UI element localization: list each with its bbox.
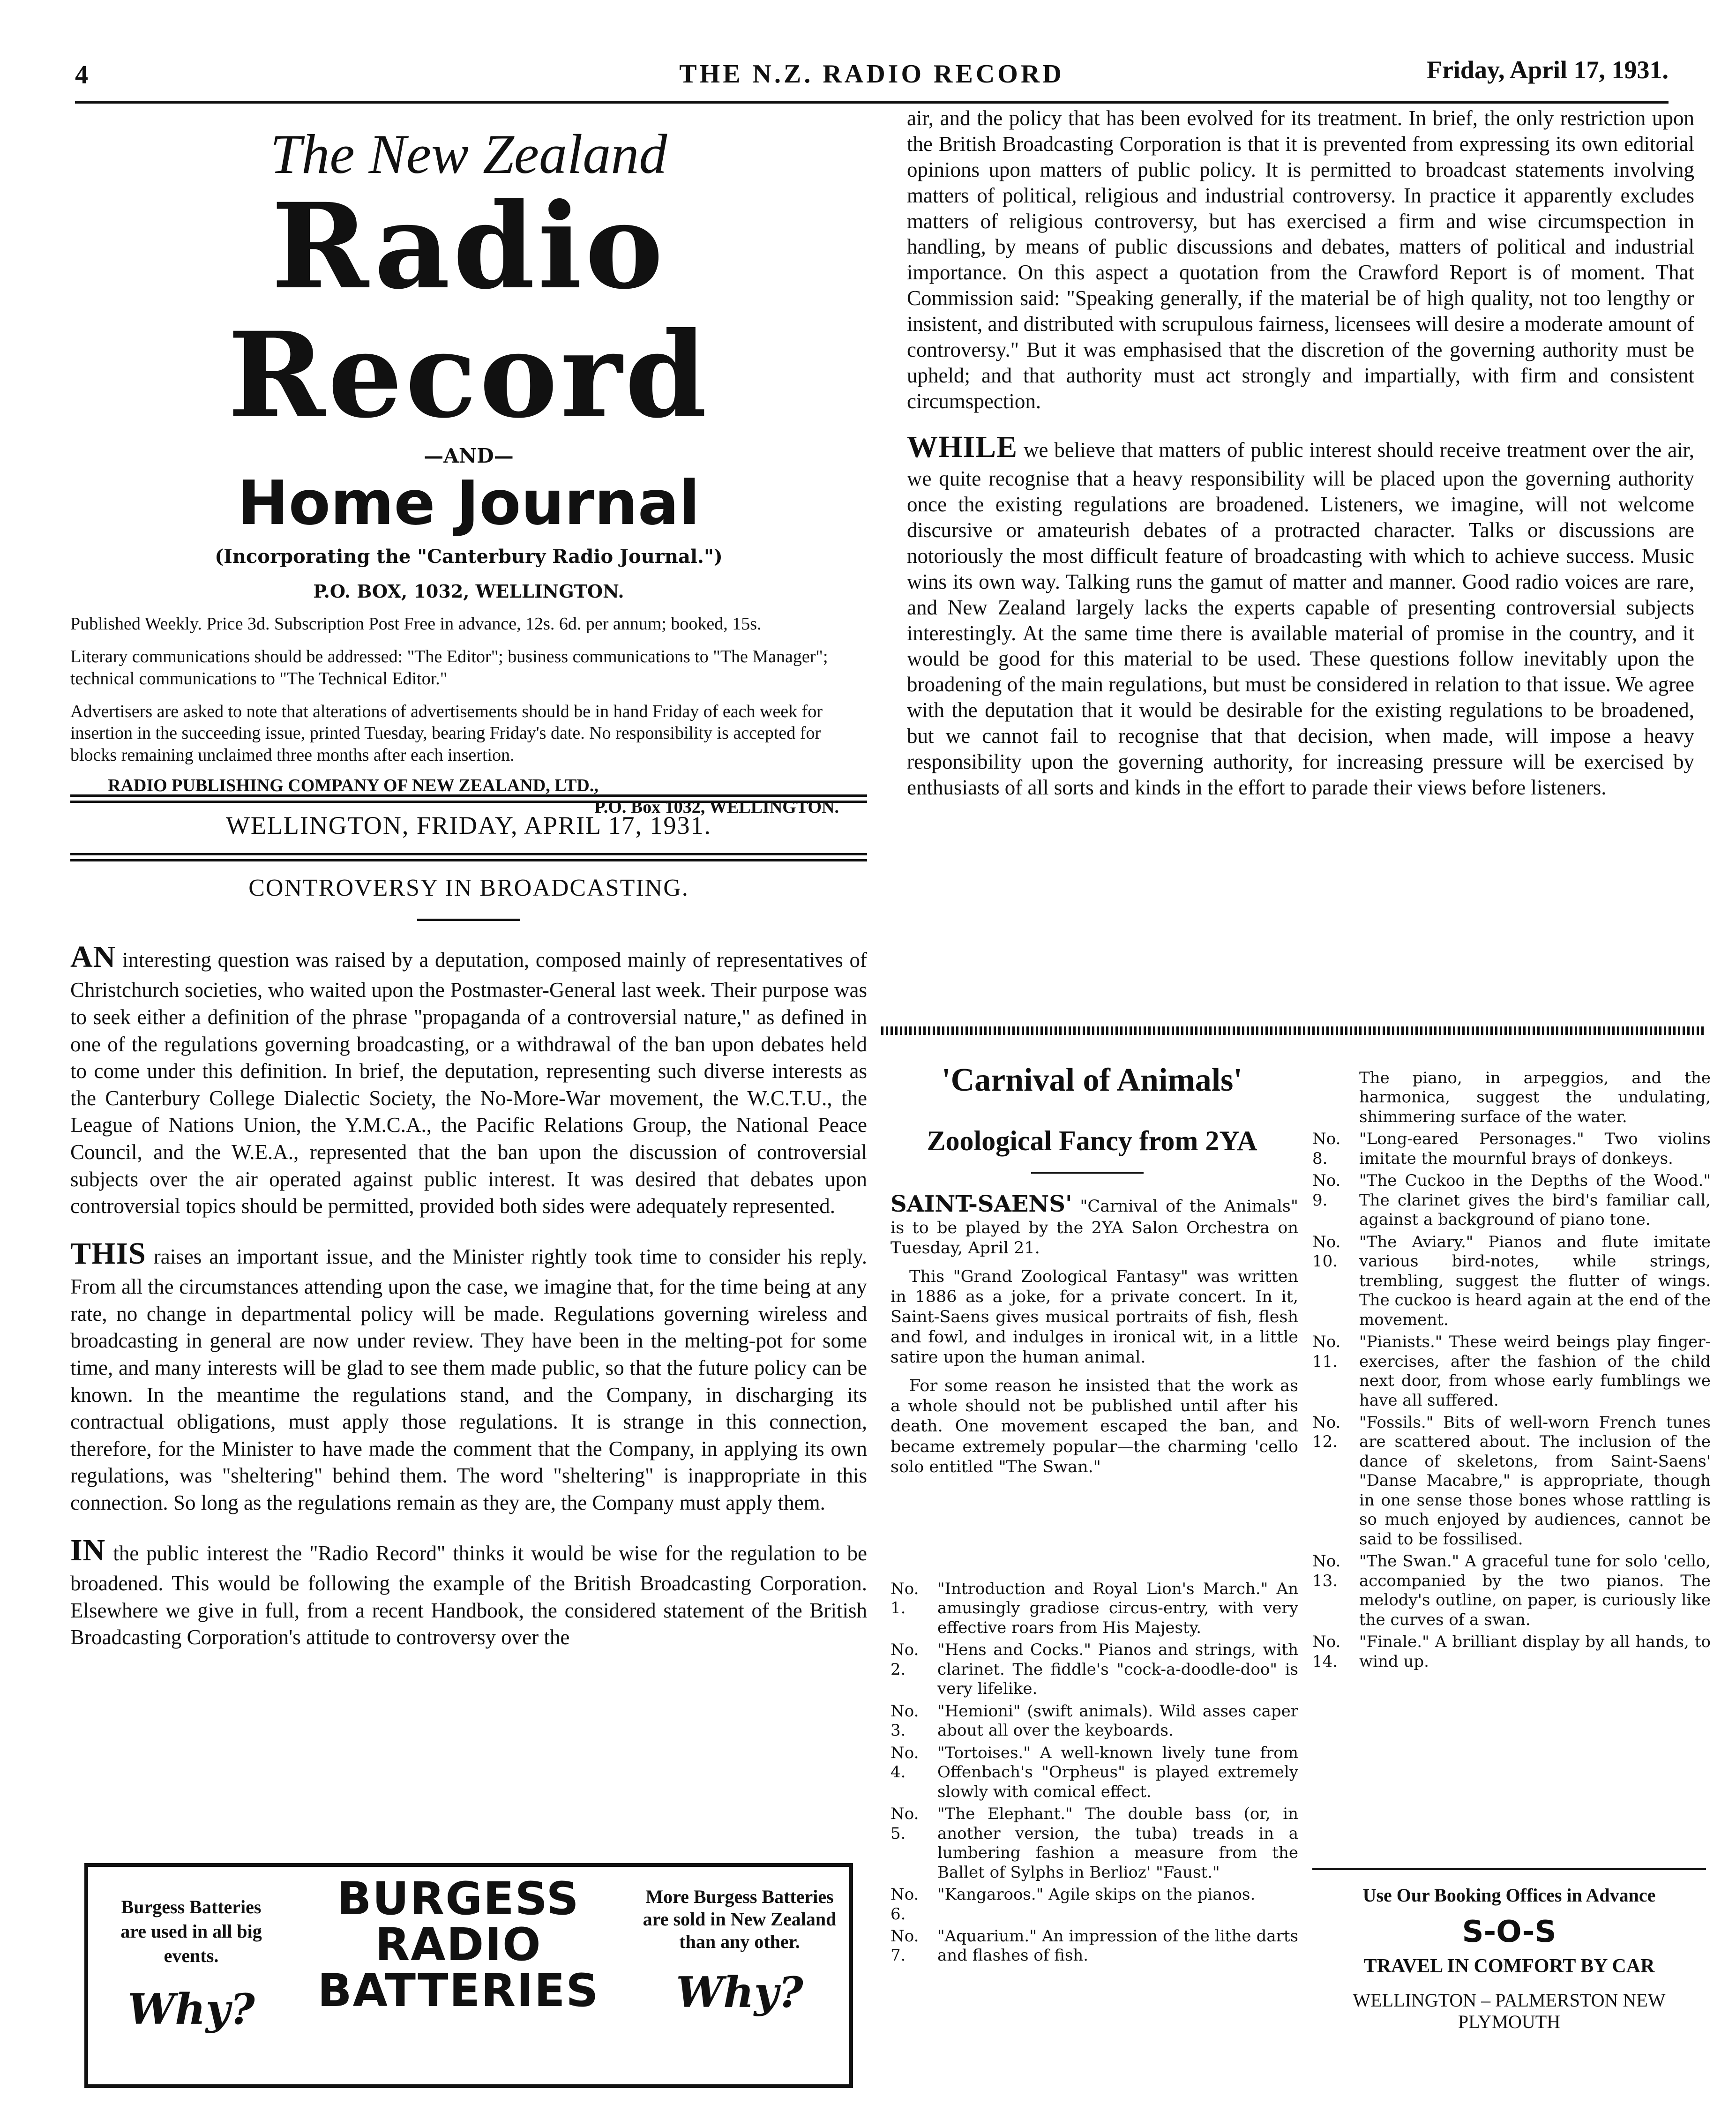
carnival-title: 'Carnival of Animals' [942,1062,1242,1098]
burgess-brand-line-3: BATTERIES [317,1964,599,2017]
carnival-rule [1031,1172,1144,1174]
masthead-radio-record: Radio Record [227,177,710,444]
issue-date: Friday, April 17, 1931. [1426,56,1669,84]
carnival-intro [890,1191,1298,1486]
section-divider [881,1026,1706,1035]
movement-item: No. 13. "The Swan." A graceful tune for solo 'cello, accompanied by the two pianos. The melody's outline, on paper, is curiously like the curves of a swan. [1312,1552,1711,1629]
movement-item: No. 4. "Tortoises." A well-known lively tune from Offenbach's "Orpheus" is played extremely slowly with comical effect. [890,1743,1298,1801]
carnival-paragraph: This "Grand Zoological Fantasy" was written in 1886 as a joke, for a private concert. In it, Saint-Saens gives musical portraits of fish, flesh and fowl, and indulges in ironical wit, in a little satire upon the human animal. [890,1267,1298,1367]
lead-word: SAINT-SAENS' [890,1191,1072,1217]
movement-item: No. 7. "Aquarium." An impression of the lithe darts and flashes of fish. [890,1926,1298,1965]
header-rule [75,101,1669,104]
publisher-line-1: RADIO PUBLISHING COMPANY OF NEW ZEALAND, LTD., [108,776,599,796]
sos-ad-rule [1312,1868,1706,1870]
burgess-brand-line-2: RADIO [375,1918,542,1971]
burgess-left-panel [107,1895,276,2037]
burgess-right-text: More Burgess Batteries are sold in New Zealand than any other. [643,1886,837,1952]
masthead [70,122,867,818]
sos-routes: WELLINGTON – PALMERSTON NEW PLYMOUTH [1353,1990,1666,2033]
masthead-rule [70,794,867,803]
carnival-subtitle: Zoological Fancy from 2YA [927,1125,1257,1156]
editorial-paragraph: AN interesting question was raised by a deputation, composed mainly of representatives of Christchurch societies, who waited upon the Postmaster-General last week. Their purpose was to seek either a definition of the phrase "propaganda of a controversial nature," as defined in one of the regulations governing broadcasting, or a withdrawal of the ban upon debates held to come under this definition. In brief, the deputation, representing such diverse interests as the Canterbury College Dialectic Society, the No-More-War movement, the W.C.T.U., the League of Nations Union, the Y.M.C.A., the Pacific Relations Group, the National Peace Council, and the W.E.A., represented that the ban upon the discussion of controversial subjects over the air operated against public interest. It was desired that debates upon controversial topics should be permitted, provided both sides were adequately represented. [70,940,867,1218]
page-number: 4 [75,60,88,90]
movement-item: No. 6. "Kangaroos." Agile skips on the pianos. [890,1885,1256,1924]
editorial-left-column [70,937,867,1665]
sos-advertisement [1312,1875,1706,2033]
masthead-home-journal: Home Journal [237,467,700,539]
sos-tagline: Use Our Booking Offices in Advance [1362,1885,1656,1906]
masthead-literary: Literary communications should be addressed: "The Editor"; business communications to "The Manager"; technical communications to "The Technical Editor." [70,647,828,689]
movement-continuation: The piano, in arpeggios, and the harmonica, suggest the undulating, shimmering surface of the water. [1359,1069,1711,1126]
running-head [75,55,1669,97]
masthead-po-box: P.O. BOX, 1032, WELLINGTON. [313,581,624,602]
movement-item: No. 3. "Hemioni" (swift animals). Wild asses caper about all over the keyboards. [890,1701,1298,1740]
burgess-left-text: Burgess Batteries are used in all big events. [120,1896,262,1966]
movement-item: No. 5. "The Elephant." The double bass (or, in another version, the tuba) treads in a lumbering fashion a measure from the Ballet of Sylphs in Berlioz' "Faust." [890,1805,1298,1882]
masthead-and: —AND— [424,444,514,467]
burgess-left-why: Why? [127,1984,255,2034]
movement-item: No. 10. "The Aviary." Pianos and flute imitate various bird-notes, while strings, trembling, suggest the flutter of wings. The cuckoo is heard again at the end of the movement. [1312,1232,1711,1329]
burgess-right-panel [641,1886,838,2018]
editorial-paragraph: air, and the policy that has been evolved for its treatment. In brief, the only restriction upon the British Broadcasting Corporation is that it is prevented from expressing its own editorial opinions upon matters of public policy. It is permitted to broadcast statements involving matters of political, religious and industrial controversy. In practice it apparently excludes matters of religious controversy, but has exercised a firm and wise circumspection in handling, by means of public discussions and debates, matters of political and industrial importance. On this aspect a quotation from the Crawford Report is of moment. That Commission said: "Speaking generally, if the material be of high quality, not too lengthy or insistent, and distributed with scrupulous fairness, licensees will desire a moderate amount of controversy." But it was emphasised that the discretion of the governing authority must be upheld; and that authority must act strongly and impartially, with firm and consistent circumspection. [907,106,1694,413]
editorial-title: CONTROVERSY IN BROADCASTING. [248,875,689,901]
drop-cap: WHILE [907,429,1018,464]
masthead-incorporating: (Incorporating the "Canterbury Radio Journal.") [215,546,723,568]
masthead-advertisers: Advertisers are asked to note that alterations of advertisements should be in hand Friday of each week for insertion in the succeeding issue, printed Tuesday, bearing Friday's date. No responsibility is accepted for blocks remaining unclaimed three months after each insertion. [70,702,823,765]
movement-item: No. 14. "Finale." A brilliant display by all hands, to wind up. [1312,1632,1711,1671]
movement-item: No. 12. "Fossils." Bits of well-worn French tunes are scattered about. The inclusion of the dance of skeletons, from Saint-Saens' "Danse Macabre," is appropriate, though in one sense those bones whose rattling is so much enjoyed by audiences, cannot be said to be fossilised. [1312,1413,1711,1549]
drop-cap: IN [70,1533,106,1567]
movement-item: No. 8. "Long-eared Personages." Two violins imitate the mournful brays of donkeys. [1312,1130,1711,1168]
burgess-brand-line-1: BURGESS [337,1872,580,1925]
publisher-line-2: P.O. Box 1032, WELLINGTON. [594,797,839,817]
movement-item: No. 11. "Pianists." These weird beings play finger-exercises, after the fashion of the child next door, from whose early fumblings we have all suffered. [1312,1333,1711,1410]
drop-cap: AN [70,940,116,974]
sos-brand: S-O-S [1462,1915,1556,1949]
carnival-paragraph: For some reason he insisted that the work as a whole should not be published until after his death. One movement escaped the ban, and became extremely popular—the charming 'cello solo entitled "The Swan." [890,1377,1298,1476]
burgess-right-why: Why? [676,1968,803,2017]
masthead-the-new-zealand: The New Zealand [270,123,667,185]
title-rule [417,919,520,921]
movement-item: No. 1. "Introduction and Royal Lion's March." An amusingly gradiose circus-entry, with very effective roars from His Majesty. [890,1580,1298,1637]
dateline: WELLINGTON, FRIDAY, APRIL 17, 1931. [225,811,712,839]
editorial-paragraph: IN the public interest the "Radio Record" thinks it would be wise for the regulation to be broadened. This would be following the example of the British Broadcasting Corporation. Elsewhere we give in full, from a recent Handbook, the considered statement of the British Broadcasting Corporation's attitude to controversy over the [70,1533,867,1649]
newspaper-title: THE N.Z. RADIO RECORD [679,60,1064,89]
movement-list-left [890,1580,1298,1969]
burgess-advertisement [84,1863,853,2088]
drop-cap: THIS [70,1236,146,1271]
editorial-paragraph: WHILE we believe that matters of public interest should receive treatment over the air, we quite recognise that a heavy responsibility will be placed upon the governing authority once the existing regulations are broadened. Listeners, we imagine, will not welcome discursive or amateurish debates of a protracted character. Talks or discussions are notoriously the most difficult feature of broadcasting with which to achieve success. Music wins its own way. Talking runs the gamut of matter and manner. Good radio voices are rare, and New Zealand largely lacks the experts capable of presenting controversial subjects interestingly. At the same time there is available material of promise in the country, and it would be good for this material to be used. These questions follow inevitably upon the broadening of the main regulations, but must be considered in relation to that issue. We agree with the deputation that it would be desirable for the existing regulations to be broadened, but we cannot fail to recognise that that decision, when made, will impose a heavy responsibility upon the governing authority, for increasing pressure will be exercised by enthusiasts of all sorts and kinds in the effort to parade their views before listeners. [907,429,1694,799]
editorial-right-column [907,105,1694,815]
dateline-rule [70,853,867,861]
masthead-published: Published Weekly. Price 3d. Subscription Post Free in advance, 12s. 6d. per annum; booked, 15s. [70,614,762,634]
movement-item: No. 2. "Hens and Cocks." Pianos and strings, with clarinet. The fiddle's "cock-a-doodle-doo" is very lifelike. [890,1640,1298,1699]
sos-travel: TRAVEL IN COMFORT BY CAR [1363,1955,1655,1977]
editorial-paragraph: THIS raises an important issue, and the Minister rightly took time to consider his reply. From all the circumstances attending upon the case, we imagine that, for the time being at any rate, no change in departmental policy will be made. Regulations governing wireless and broadcasting in general are now under review. They have been in the melting-pot for some time, and many interests will be glad to see them made public, so that the future policy can be known. In the meantime the regulations stand, and the Company, in discharging its contractual obligations, must apply those regulations. It is strange in this connection, therefore, for the Minister to have made the comment that the Company, in applying its own regulations, was "sheltering" behind them. The word "sheltering" is inappropriate in this connection. So long as the regulations remain as they are, the Company must apply them. [70,1236,867,1515]
carnival-paragraph: SAINT-SAENS' "Carnival of the Animals" is to be played by the 2YA Salon Orchestra on Tuesday, April 21. [890,1191,1298,1258]
burgess-brand [294,1872,622,2017]
movement-item: No. 9. "The Cuckoo in the Depths of the Wood." The clarinet gives the bird's familiar call, against a background of piano tone. [1312,1171,1711,1229]
movement-list-right [1312,1069,1711,1674]
